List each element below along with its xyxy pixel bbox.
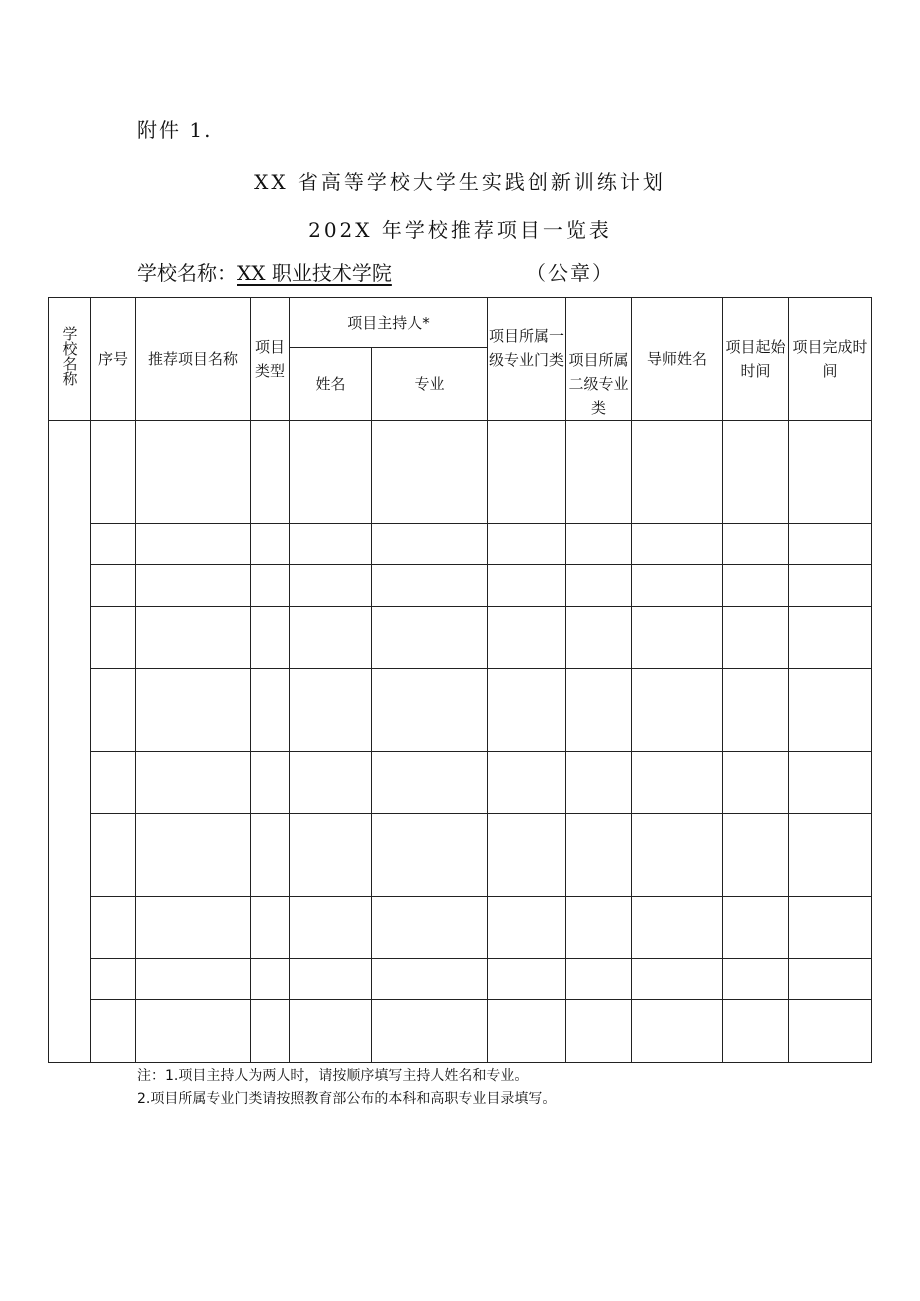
table-row	[49, 814, 872, 897]
official-seal-label: （公章）	[526, 261, 614, 285]
notes	[137, 1065, 556, 1111]
header-start-time: 项目起始时间	[723, 298, 789, 421]
header-project-type: 项目类型	[251, 298, 290, 421]
header-first-level-category: 项目所属一级专业门类	[488, 298, 566, 421]
table-row	[49, 959, 872, 1000]
header-project-name: 推荐项目名称	[136, 298, 251, 421]
header-project-host: 项目主持人*	[290, 298, 488, 348]
document-title: XX 省高等学校大学生实践创新训练计划	[254, 170, 666, 194]
header-seq: 序号	[91, 298, 136, 421]
header-advisor-name: 导师姓名	[632, 298, 723, 421]
note-2: 2.项目所属专业门类请按照教育部公布的本科和高职专业目录填写。	[137, 1091, 557, 1107]
header-end-time: 项目完成时间	[789, 298, 872, 421]
school-name-value: XX 职业技术学院	[237, 261, 392, 285]
table-row	[49, 897, 872, 959]
header-host-name: 姓名	[290, 348, 372, 421]
header-school-name: 学校名称	[49, 298, 91, 421]
table-row	[49, 607, 872, 669]
project-table	[48, 297, 872, 1063]
table-row	[49, 524, 872, 565]
table-row	[49, 565, 872, 607]
note-1: 注：1.项目主持人为两人时，请按顺序填写主持人姓名和专业。	[137, 1068, 529, 1084]
school-name-cell	[49, 421, 91, 1063]
table-row	[49, 421, 872, 524]
document-subtitle: 202X 年学校推荐项目一览表	[308, 218, 612, 242]
table-row	[49, 1000, 872, 1063]
school-name-label: 学校名称：	[137, 261, 237, 285]
table-row	[49, 669, 872, 752]
header-host-major: 专业	[372, 348, 488, 421]
attachment-label: 附件 1.	[137, 118, 213, 142]
header-second-level-category: 项目所属二级专业类	[566, 298, 632, 421]
table-row	[49, 752, 872, 814]
school-name-line	[137, 257, 392, 286]
